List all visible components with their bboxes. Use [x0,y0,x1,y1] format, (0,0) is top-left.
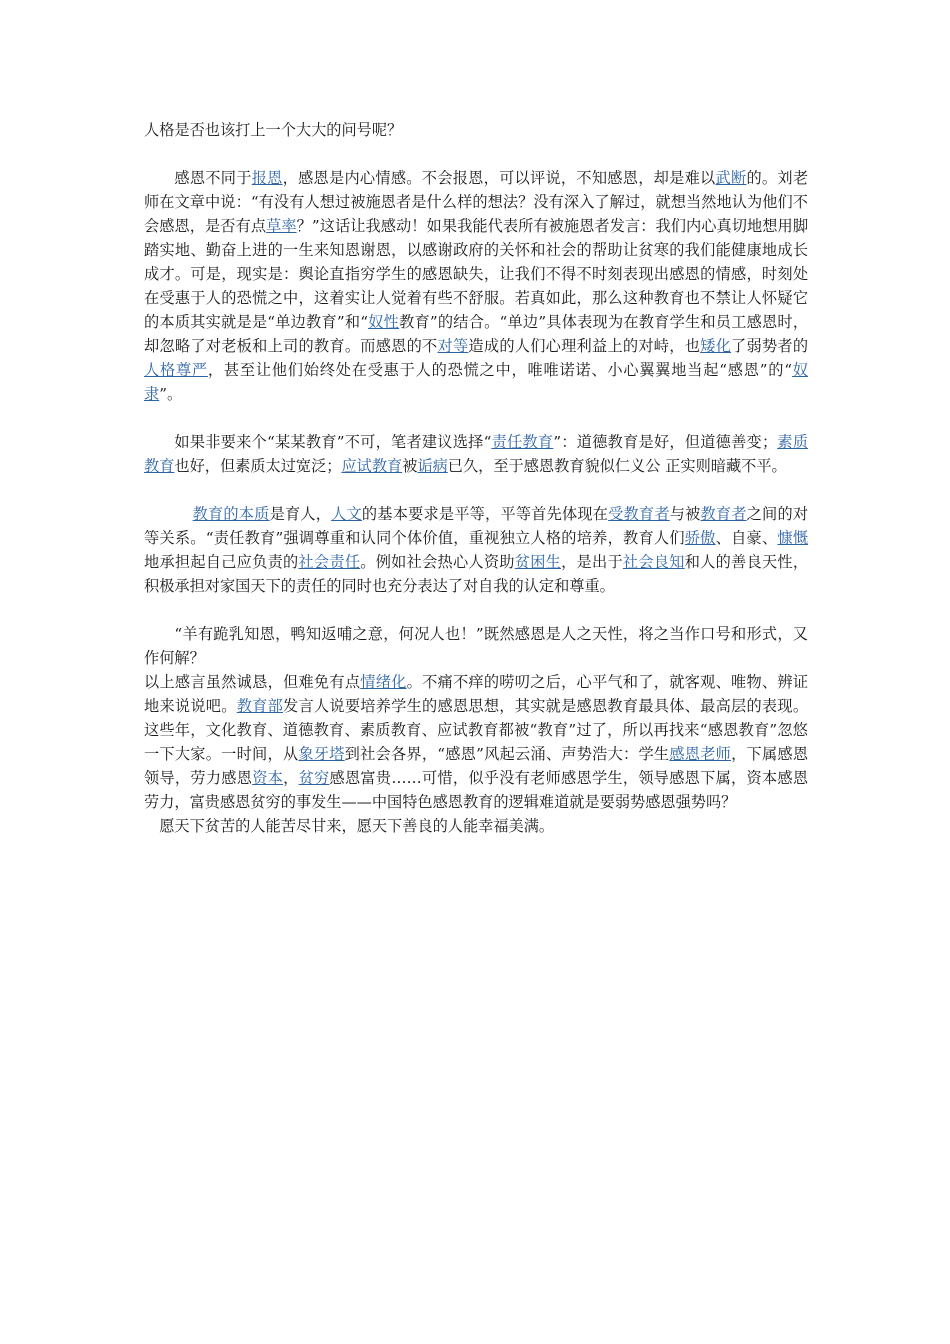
text-run: ， [283,769,299,787]
text-run: 感恩不同于 [174,169,252,187]
inline-link[interactable]: 资本 [252,769,284,787]
inline-link[interactable]: 情绪化 [360,673,407,691]
inline-link[interactable]: 诟病 [417,457,448,475]
text-run: ”。 [159,385,183,403]
inline-link[interactable]: 教育的本质 [192,505,270,523]
text-run: 和人的善良天性，积极承担对家国天下的责任的同时也充分表达了对自我的认定和尊重。 [144,553,809,595]
paragraph [144,622,808,670]
inline-link[interactable]: 武断 [715,169,747,187]
paragraph [144,670,808,814]
inline-link[interactable]: 对等 [437,337,469,355]
paragraph [144,430,808,478]
paragraph [144,166,808,406]
text-run: 之间的对等关系。“责任教育”强调尊重和认同个体价值，重视独立人格的培养，教育人们 [144,505,809,547]
inline-link[interactable]: 责任教育 [491,433,554,451]
text-run: 地承担起自己应负责的 [144,553,299,571]
text-run: 到社会各界，“感恩”风起云涌、声势浩大：学生 [344,745,670,763]
inline-link[interactable]: 奴性 [368,313,400,331]
inline-link[interactable]: 教育部 [236,697,284,715]
text-run: ？”这话让我感动！如果我能代表所有被施恩者发言：我们内心真切地想用脚踏实地、勤奋上进的一生来知恩谢恩，以感谢政府的关怀和社会的帮助让贫寒的我们能健康地成长成才。可是，现实是：舆论直指穷学生的感恩缺失，让我们不得不时刻表现出感恩的情感，时刻处在受惠于人的恐慌之中，这着实让人觉着有些不舒服。若真如此，那么这种教育也不禁让人怀疑它的本质其实就是是“单边教育”和“ [144,217,809,331]
inline-link[interactable]: 报恩 [251,169,283,187]
text-run: ”：道德教育是好，但道德善变； [553,433,778,451]
paragraph [144,814,808,838]
inline-link[interactable]: 人格尊严 [144,361,208,379]
paragraph [144,118,808,142]
text-run: 感恩富贵……可惜，似乎没有老师感恩学生，领导感恩下属，资本感恩劳力，富贵感恩贫穷的事发生——中国特色感恩教育的逻辑难道就是要弱势感恩强势吗？ [144,769,809,811]
text-run: 如果非要来个“某某教育”不可，笔者建议选择“ [174,433,492,451]
inline-link[interactable]: 素质教育 [144,433,809,475]
inline-link[interactable]: 社会良知 [622,553,685,571]
text-run: “羊有跪乳知恩，鸭知返哺之意，何况人也！”既然感恩是人之天性，将之当作口号和形式，又作何解？ [144,625,808,667]
inline-link[interactable]: 骄傲 [684,529,716,547]
text-run: 教育”的结合。“单边”具体表现为在教育学生和员工感恩时，却忽略了对老板和上司的教育。而感恩的不 [144,313,809,355]
inline-link[interactable]: 社会责任 [298,553,361,571]
inline-link[interactable]: 慷慨 [777,529,809,547]
text-run: 已久，至于感恩教育貌似仁义公 正实则暗藏不平。 [447,457,787,475]
text-run: 也好，但素质太过宽泛； [174,457,342,475]
paragraph-spacer [144,478,808,502]
inline-link[interactable]: 应试教育 [341,457,403,475]
inline-link[interactable]: 贫穷 [298,769,330,787]
paragraph-spacer [144,598,808,622]
text-run: 的基本要求是平等，平等首先体现在 [361,505,609,523]
inline-link[interactable]: 人文 [331,505,362,523]
text-run: 、自豪、 [715,529,778,547]
inline-link[interactable]: 感恩老师 [669,745,732,763]
text-run: ，感恩是内心情感。不会报恩，可以评说，不知感恩，却是难以 [282,169,716,187]
text-run: ，下属感恩领导，劳力感恩 [144,745,809,787]
text-run: 人格是否也该打上一个大大的问号呢？ [144,121,403,139]
text-run: 愿天下贫苦的人能苦尽甘来，愿天下善良的人能幸福美满。 [159,817,555,835]
inline-link[interactable]: 教育者 [700,505,747,523]
text-run: 发言人说要培养学生的感恩思想，其实就是感恩教育最具体、最高层的表现。这些年，文化教育、道德教育、素质教育、应试教育都被“教育”过了，所以再找来“感恩教育”忽悠一下大家。一时间，从 [144,697,809,763]
text-run: 造成的人们心理利益上的对峙，也 [468,337,701,355]
text-run: 以上感言虽然诚恳，但难免有点 [144,673,361,691]
document-body [144,118,808,838]
text-run: 了弱势者的 [731,337,809,355]
text-run: ，是出于 [561,553,623,571]
inline-link[interactable]: 矮化 [700,337,732,355]
text-run: ，甚至让他们始终处在受惠于人的恐慌之中，唯唯诺诺、小心翼翼地当起“感恩”的“ [207,361,793,379]
text-run: 是育人， [269,505,332,523]
text-run: 被 [402,457,418,475]
text-run: 。例如社会热心人资助 [360,553,515,571]
inline-link[interactable]: 奴隶 [144,361,809,403]
inline-link[interactable]: 草率 [266,217,297,235]
paragraph-spacer [144,142,808,166]
text-run: 。不痛不痒的唠叨之后，心平气和了，就客观、唯物、辨证地来说说吧。 [144,673,809,715]
text-run: 的。刘老师在文章中说：“有没有人想过被施恩者是什么样的想法？没有深入了解过，就想当然地认为他们不会感恩，是否有点 [144,169,809,235]
inline-link[interactable]: 受教育者 [608,505,670,523]
inline-link[interactable]: 贫困生 [514,553,562,571]
inline-link[interactable]: 象牙塔 [298,745,345,763]
paragraph-spacer [144,406,808,430]
text-run: 与被 [669,505,701,523]
paragraph [144,502,808,598]
